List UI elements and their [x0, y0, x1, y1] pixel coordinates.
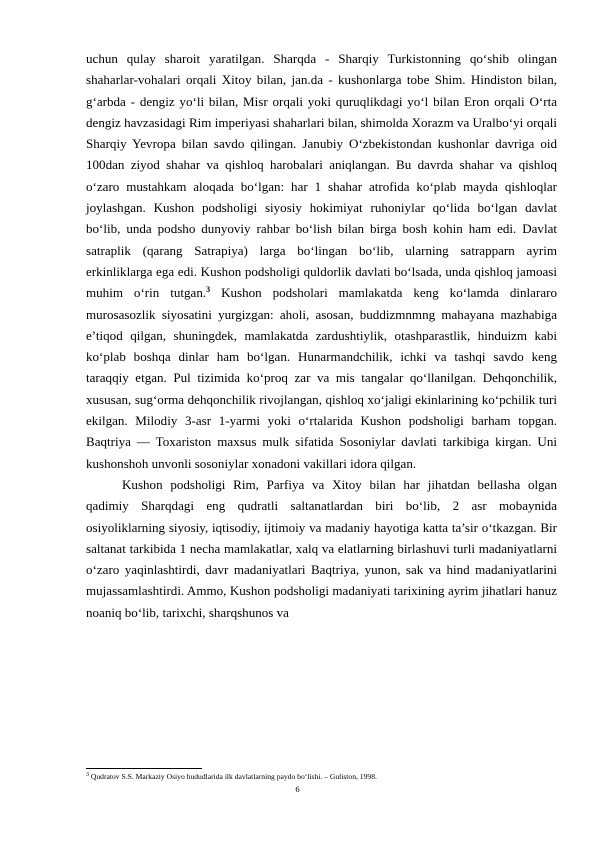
body-text [86, 48, 557, 623]
footnote-marker: 3 [86, 772, 89, 778]
footnote [86, 772, 557, 782]
paragraph-1 [86, 48, 557, 474]
paragraph-1-text-before-note: uchun qulay sharoit yaratilgan. Sharqda - Sharqiy Turkistonning qo‘shib olingan shaharlar-vohalari orqali Xitoy bilan, jan.da - kushonlarga tobe Shim. Hindiston bilan, g‘arbda - dengiz yo‘li bilan, Misr orqali yoki quruqlikdagi yo‘l bilan Eron orqali O‘rta dengiz havzasidagi Rim imperiyasi shaharlari bilan, shimolda Xorazm va Uralbo‘yi orqali Sharqiy Yevropa bilan savdo qilingan. Janubiy O‘zbekistondan kushonlar davriga oid 100dan ziyod shahar va qishloq harobalari aniqlangan. Bu davrda shahar va qishloq o‘zaro mustahkam aloqada bo‘lgan: har 1 shahar atrofida ko‘plab mayda qishloqlar joylashgan. Kushon podsholigi siyosiy hokimiyat ruhoniylar qo‘lida bo‘lgan davlat bo‘lib, unda podsho dunyoviy rahbar bo‘lish bilan birga bosh kohin ham edi. Davlat satraplik (qarang Satrapiya) larga bo‘lingan bo‘lib, ularning satrapparn ayrim erkinliklarga ega edi. Kushon podsholigi quldorlik davlati bo‘lsada, unda qishloq jamoasi muhim o‘rin tutgan. [86, 51, 557, 301]
paragraph-1-text-after-note: Kushon podsholari mamlakatda keng ko‘lamda dinlararo murosasozlik siyosatini yurgizgan: aholi, asosan, buddizmnmng mahayana mazhabiga e’tiqod qilgan, shuningdek, mamlakatda zardushtiylik, otashparastlik, hinduizm kabi ko‘plab boshqa dinlar ham bo‘lgan. Hunarmandchilik, ichki va tashqi savdo keng taraqqiy etgan. Pul tizimida ko‘proq zar va mis tangalar qo‘llanilgan. Dehqonchilik, xususan, sug‘orma dehqonchilik rivojlangan, qishloq xo‘jaligi ekinlarining ko‘pchilik turi ekilgan. Milodiy 3-asr 1-yarmi yoki o‘rtalarida Kushon podsholigi barham topgan. Baqtriya — Toxariston maxsus mulk sifatida Sosoniylar davlati tarkibiga kirgan. Uni kushonshoh unvonli sosoniylar xonadoni vakillari idora qilgan. [86, 285, 557, 471]
page-number: 6 [295, 784, 300, 794]
footnote-separator [86, 768, 202, 769]
paragraph-2: Kushon podsholigi Rim, Parfiya va Xitoy bilan har jihatdan bellasha olgan qadimiy Sharqdagi eng qudratli saltanatlardan biri bo‘lib, 2 asr mobaynida osiyoliklarning siyosiy, iqtisodiy, ijtimoiy va madaniy hayotiga katta ta’sir o‘tkazgan. Bir saltanat tarkibida 1 necha mamlakatlar, xalq va elatlarning birlashuvi turli madaniyatlarni o‘zaro yaqinlashtirdi, davr madaniyatlari Baqtriya, yunon, sak va hind madaniyatlarini mujassamlashtirdi. Ammo, Kushon podsholigi madaniyati tarixining ayrim jihatlari hanuz noaniq bo‘lib, tarixchi, sharqshunos va [86, 476, 557, 620]
footnote-reference[interactable]: 3 [206, 285, 211, 295]
footnote-text: Qudratov S.S. Markaziy Osiyo hududlarida ilk davlatlarning paydo bo‘lishi. – Guliston, 1998. [89, 772, 377, 781]
